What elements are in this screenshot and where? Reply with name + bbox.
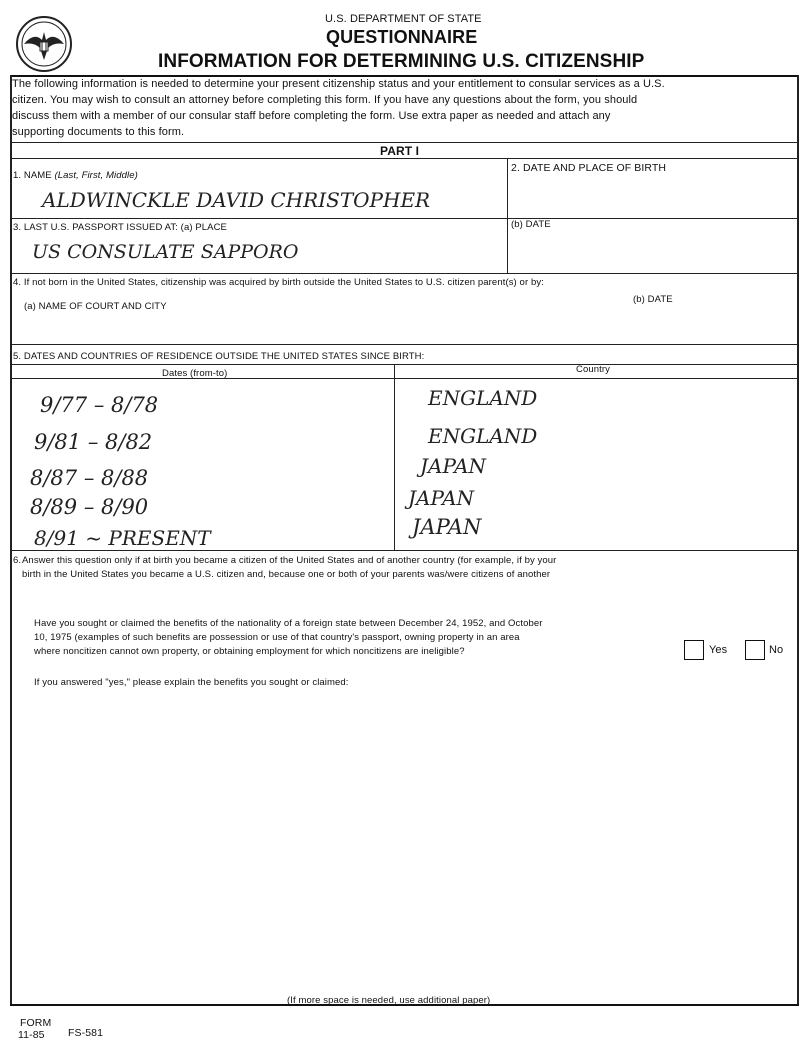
no-checkbox[interactable] bbox=[745, 640, 765, 660]
intro-line-4: supporting documents to this form. bbox=[12, 126, 185, 138]
q3-place-value[interactable]: US CONSULATE SAPPORO bbox=[32, 241, 299, 263]
q1-label: 1. NAME (Last, First, Middle) bbox=[13, 170, 138, 181]
q3-date-label: (b) DATE bbox=[511, 219, 551, 230]
q4-label: 4. If not born in the United States, citizenship was acquired by birth outside the United States to U.S. citizen parent(s) or by: bbox=[13, 277, 544, 288]
residence-row-2-dates[interactable]: 9/81 – 8/82 bbox=[34, 430, 153, 454]
residence-row-1-country[interactable]: ENGLAND bbox=[428, 386, 538, 410]
residence-row-5-country[interactable]: JAPAN bbox=[412, 515, 482, 539]
footer-form-date: 11-85 bbox=[18, 1029, 45, 1041]
intro-line-3: discuss them with a member of our consular staff before completing the form. Use extra paper as needed and attach any bbox=[12, 110, 611, 122]
footer-form-number: FS-581 bbox=[68, 1027, 104, 1039]
q5-label: 5. DATES AND COUNTRIES OF RESIDENCE OUTSIDE THE UNITED STATES SINCE BIRTH: bbox=[13, 351, 425, 362]
more-space-note: (If more space is needed, use additional paper) bbox=[287, 995, 491, 1006]
form-title: QUESTIONNAIRE bbox=[326, 27, 478, 47]
part-heading: PART I bbox=[380, 144, 420, 158]
residence-row-1-dates[interactable]: 9/77 – 8/78 bbox=[40, 393, 159, 417]
q6-question-1: Have you sought or claimed the benefits of the nationality of a foreign state between December 24, 1952, and October bbox=[34, 618, 543, 629]
q4-date-label: (b) DATE bbox=[633, 294, 673, 305]
q6-label-1: Answer this question only if at birth you became a citizen of the United States and of another country (for example, if by your bbox=[22, 555, 557, 566]
q6-explain-label: If you answered "yes," please explain the benefits you sought or claimed: bbox=[34, 677, 349, 688]
q6-question-3: where noncitizen cannot own property, or obtaining employment for which noncitizens are ineligible? bbox=[34, 646, 465, 657]
department-name: U.S. DEPARTMENT OF STATE bbox=[325, 13, 482, 25]
q3-label: 3. LAST U.S. PASSPORT ISSUED AT: (a) PLACE bbox=[13, 222, 227, 233]
q6-label-2: birth in the United States you became a U.S. citizen and, because one or both of your parents was/were citizens of another bbox=[22, 569, 551, 580]
residence-row-4-country[interactable]: JAPAN bbox=[408, 486, 475, 510]
q1-name-value[interactable]: ALDWINCKLE DAVID CHRISTOPHER bbox=[42, 188, 431, 212]
residence-row-3-dates[interactable]: 8/87 – 8/88 bbox=[30, 466, 149, 490]
explanation-area[interactable] bbox=[34, 692, 784, 982]
residence-row-5-dates[interactable]: 8/91 ~ PRESENT bbox=[34, 526, 211, 550]
q2-label: 2. DATE AND PLACE OF BIRTH bbox=[511, 162, 667, 174]
intro-line-2: citizen. You may wish to consult an attorney before completing this form. If you have any questions about the form, you should bbox=[12, 94, 638, 106]
q4-court-label: (a) NAME OF COURT AND CITY bbox=[24, 301, 167, 312]
intro-line-1: The following information is needed to determine your present citizenship status and your entitlement to consular services as a U.S. bbox=[12, 78, 665, 90]
residence-row-2-country[interactable]: ENGLAND bbox=[428, 424, 538, 448]
q5-col-country: Country bbox=[576, 364, 610, 375]
yes-label: Yes bbox=[709, 644, 728, 656]
q5-col-dates: Dates (from-to) bbox=[162, 368, 228, 379]
q6-number: 6. bbox=[13, 555, 22, 566]
eagle-seal-icon bbox=[14, 14, 74, 74]
q6-question-2: 10, 1975 (examples of such benefits are possession or use of that country's passport, owning property in an area bbox=[34, 632, 520, 643]
yes-checkbox[interactable] bbox=[684, 640, 704, 660]
residence-row-4-dates[interactable]: 8/89 – 8/90 bbox=[30, 495, 149, 519]
no-label: No bbox=[769, 644, 784, 656]
residence-row-3-country[interactable]: JAPAN bbox=[420, 454, 487, 478]
footer-form-word: FORM bbox=[20, 1017, 52, 1029]
form-subtitle: INFORMATION FOR DETERMINING U.S. CITIZENSHIP bbox=[158, 51, 645, 72]
